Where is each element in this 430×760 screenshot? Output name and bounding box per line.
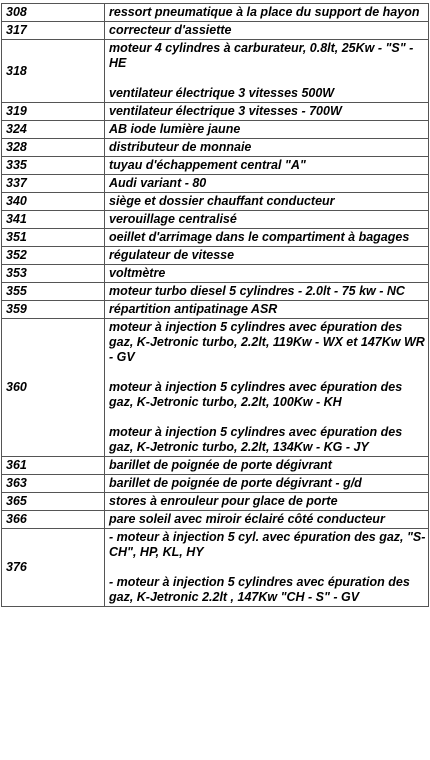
option-description-cell [105,229,429,247]
option-description-cell [105,211,429,229]
description-paragraph: moteur à injection 5 cylindres avec épuration des gaz, K-Jetronic turbo, 2.2lt, 100Kw - KH [109,380,403,409]
description-paragraph: AB iode lumière jaune [109,122,241,136]
table-row [2,265,429,283]
option-code-cell: 351 [2,229,105,247]
option-description-cell [105,475,429,493]
table-body [2,4,429,607]
description-paragraph: répartition antipatinage ASR [109,302,278,316]
description-paragraph: - moteur à injection 5 cyl. avec épuration des gaz, "S-CH", HP, KL, HY [109,530,426,559]
option-code-cell: 355 [2,283,105,301]
option-code-cell: 328 [2,139,105,157]
description-paragraph: Audi variant - 80 [109,176,207,190]
description-paragraph: barillet de poignée de porte dégivrant - g/d [109,476,362,490]
description-paragraph: moteur 4 cylindres à carburateur, 0.8lt, 25Kw - "S" - HE [109,41,414,70]
option-code-cell: 317 [2,22,105,40]
table-row [2,193,429,211]
option-code-cell: 308 [2,4,105,22]
description-paragraph: voltmètre [109,266,166,280]
option-description-cell [105,319,429,457]
option-code-table [1,3,429,607]
table-row [2,529,429,607]
option-code-cell: 360 [2,319,105,457]
option-code-cell: 335 [2,157,105,175]
description-paragraph: moteur turbo diesel 5 cylindres - 2.0lt - 75 kw - NC [109,284,405,298]
table-row [2,493,429,511]
option-description-cell [105,103,429,121]
description-paragraph: pare soleil avec miroir éclairé côté conducteur [109,512,385,526]
table-row [2,211,429,229]
table-row [2,475,429,493]
table-row [2,22,429,40]
option-code-cell: 352 [2,247,105,265]
option-description-cell [105,511,429,529]
description-paragraph: ventilateur électrique 3 vitesses 500W [109,86,335,100]
description-paragraph: stores à enrouleur pour glace de porte [109,494,338,508]
option-description-cell [105,529,429,607]
option-description-cell [105,121,429,139]
description-paragraph: régulateur de vitesse [109,248,235,262]
table-row [2,175,429,193]
option-code-cell: 359 [2,301,105,319]
table-row [2,319,429,457]
option-description-cell [105,40,429,103]
table-row [2,457,429,475]
description-paragraph: siège et dossier chauffant conducteur [109,194,335,208]
option-code-cell: 361 [2,457,105,475]
option-description-cell [105,4,429,22]
option-code-cell: 341 [2,211,105,229]
option-code-cell: 353 [2,265,105,283]
table-row [2,103,429,121]
option-code-cell: 337 [2,175,105,193]
table-row [2,121,429,139]
description-paragraph: moteur à injection 5 cylindres avec épuration des gaz, K-Jetronic turbo, 2.2lt, 119Kw - WX et 147Kw WR - GV [109,320,425,364]
option-description-cell [105,457,429,475]
option-code-cell: 363 [2,475,105,493]
description-paragraph: distributeur de monnaie [109,140,252,154]
table-row [2,301,429,319]
option-code-cell: 340 [2,193,105,211]
description-paragraph: ressort pneumatique à la place du support de hayon [109,5,420,19]
option-description-cell [105,175,429,193]
table-row [2,283,429,301]
table-row [2,40,429,103]
table-row [2,511,429,529]
description-paragraph: - moteur à injection 5 cylindres avec épuration des gaz, K-Jetronic 2.2lt , 147Kw "CH - S" - GV [109,575,410,604]
table-row [2,157,429,175]
table-row [2,139,429,157]
description-paragraph: tuyau d'échappement central "A" [109,158,306,172]
option-description-cell [105,493,429,511]
option-description-cell [105,283,429,301]
description-paragraph: correcteur d'assiette [109,23,232,37]
option-code-cell: 318 [2,40,105,103]
option-code-cell: 376 [2,529,105,607]
description-paragraph: barillet de poignée de porte dégivrant [109,458,332,472]
option-description-cell [105,22,429,40]
description-paragraph: moteur à injection 5 cylindres avec épuration des gaz, K-Jetronic turbo, 2.2lt, 134Kw - KG - JY [109,425,403,454]
option-code-cell: 366 [2,511,105,529]
option-code-cell: 319 [2,103,105,121]
option-description-cell [105,301,429,319]
table-row [2,247,429,265]
description-paragraph: ventilateur électrique 3 vitesses - 700W [109,104,342,118]
option-description-cell [105,265,429,283]
table-row [2,4,429,22]
option-description-cell [105,247,429,265]
description-paragraph: oeillet d'arrimage dans le compartiment à bagages [109,230,410,244]
option-description-cell [105,193,429,211]
option-code-cell: 365 [2,493,105,511]
option-description-cell [105,139,429,157]
option-code-cell: 324 [2,121,105,139]
description-paragraph: verouillage centralisé [109,212,237,226]
table-row [2,229,429,247]
option-description-cell [105,157,429,175]
